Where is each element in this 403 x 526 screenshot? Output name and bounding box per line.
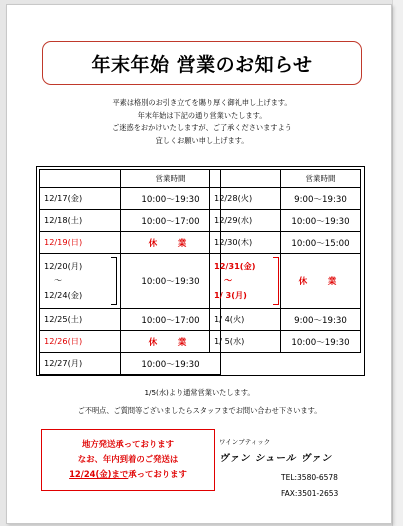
shipping-notice-box bbox=[41, 429, 215, 491]
shop-fax: FAX:3501-2653 bbox=[281, 489, 339, 498]
closed-cell: 休 業 bbox=[281, 254, 361, 309]
header-date-cell bbox=[40, 170, 121, 188]
hours-cell: 10:00～19:30 bbox=[121, 353, 221, 375]
table-row bbox=[40, 188, 221, 210]
hours-cell: 10:00～17:00 bbox=[121, 309, 221, 331]
range-end: 12/24(金) bbox=[44, 290, 83, 300]
shipping-line: 地方発送承っております bbox=[81, 439, 175, 449]
table-row bbox=[40, 309, 221, 331]
hours-cell: 10:00～15:00 bbox=[281, 232, 361, 254]
intro-line: 宜しくお願い申し上げます。 bbox=[155, 135, 249, 145]
shop-tel: TEL:3580-6578 bbox=[281, 473, 338, 482]
table-row-range bbox=[40, 254, 221, 309]
shipping-line-rest: 承っております bbox=[128, 469, 187, 479]
hours-cell: 9:00～19:30 bbox=[281, 188, 361, 210]
closed-cell: 休 業 bbox=[121, 232, 221, 254]
table-row bbox=[210, 331, 361, 353]
date-cell: 12/29(水) bbox=[210, 210, 281, 232]
hours-cell: 10:00～19:30 bbox=[281, 331, 361, 353]
table-row bbox=[210, 210, 361, 232]
hours-cell: 10:00～19:30 bbox=[121, 254, 221, 309]
range-tilde: ～ bbox=[224, 275, 233, 285]
document-page bbox=[6, 4, 392, 524]
intro-line: 平素は格別のお引き立てを賜り厚く御礼申し上げます。 bbox=[112, 98, 292, 107]
date-cell: 12/17(金) bbox=[40, 188, 121, 210]
intro-line: ご迷惑をおかけいたしますが、ご了承くださいますよう bbox=[112, 123, 292, 132]
date-cell: 12/27(月) bbox=[40, 353, 121, 375]
date-cell-holiday: 12/26(日) bbox=[40, 331, 121, 353]
date-range-cell bbox=[210, 254, 281, 309]
date-cell: 12/28(火) bbox=[210, 188, 281, 210]
table-row bbox=[210, 188, 361, 210]
page-title: 年末年始 営業のお知らせ bbox=[91, 53, 313, 76]
shop-subtitle: ワインブティック bbox=[219, 438, 271, 446]
range-end: 1/ 3(月) bbox=[214, 290, 247, 300]
range-bracket bbox=[111, 257, 117, 305]
schedule-table-right bbox=[209, 169, 361, 353]
range-tilde: ～ bbox=[54, 275, 63, 285]
table-row bbox=[40, 232, 221, 254]
hours-cell: 10:00～17:00 bbox=[121, 210, 221, 232]
schedule-table-left bbox=[39, 169, 221, 375]
shipping-line bbox=[42, 467, 214, 482]
hours-cell: 9:00～19:30 bbox=[281, 309, 361, 331]
date-cell: 1/ 5(水) bbox=[210, 331, 281, 353]
vertical-scrollbar[interactable] bbox=[392, 0, 403, 526]
shipping-line: なお、年内到着のご発送は bbox=[77, 454, 179, 464]
reopen-note: 1/5(水)より通常営業いたします。 bbox=[144, 388, 255, 397]
shop-info bbox=[219, 437, 338, 498]
shop-name: ヴァン シュール ヴァン bbox=[219, 453, 333, 464]
closed-cell: 休 業 bbox=[121, 331, 221, 353]
header-hours-cell: 営業時間 bbox=[121, 170, 221, 188]
date-cell: 12/18(土) bbox=[40, 210, 121, 232]
date-cell-holiday: 12/19(日) bbox=[40, 232, 121, 254]
hours-cell: 10:00～19:30 bbox=[121, 188, 221, 210]
shipping-deadline: 12/24(金)まで bbox=[69, 469, 129, 479]
title-box bbox=[42, 41, 362, 85]
intro-line: 年末年始は下記の通り営業いたします。 bbox=[137, 110, 267, 120]
table-row bbox=[40, 353, 221, 375]
header-date-cell bbox=[210, 170, 281, 188]
table-row bbox=[40, 331, 221, 353]
hours-cell: 10:00～19:30 bbox=[281, 210, 361, 232]
date-cell: 1/ 4(火) bbox=[210, 309, 281, 331]
date-cell: 12/30(木) bbox=[210, 232, 281, 254]
range-bracket-red bbox=[273, 257, 279, 305]
date-range-cell bbox=[40, 254, 121, 309]
header-hours-cell: 営業時間 bbox=[281, 170, 361, 188]
inquiry-note: ご不明点、ご質問等ございましたらスタッフまでお問い合わせ下さいます。 bbox=[77, 406, 322, 415]
range-start: 12/20(月) bbox=[44, 261, 83, 271]
intro-text bbox=[27, 97, 377, 147]
table-row bbox=[40, 210, 221, 232]
table-row-range bbox=[210, 254, 361, 309]
table-row bbox=[210, 309, 361, 331]
table-header-row bbox=[210, 170, 361, 188]
table-row bbox=[210, 232, 361, 254]
range-start: 12/31(金) bbox=[214, 261, 256, 271]
table-header-row bbox=[40, 170, 221, 188]
date-cell: 12/25(土) bbox=[40, 309, 121, 331]
